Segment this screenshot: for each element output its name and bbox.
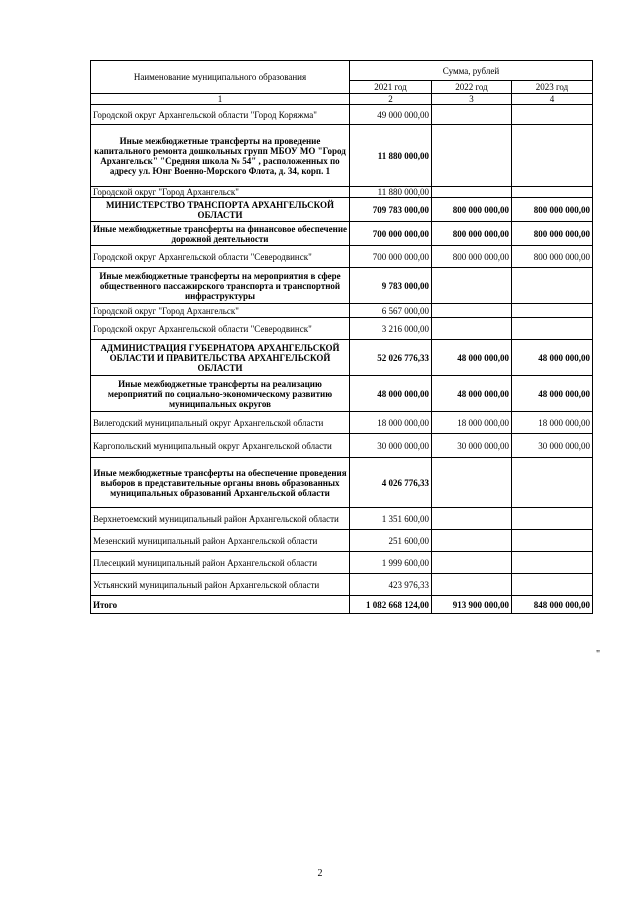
amount-2022: 18 000 000,00 <box>432 412 512 434</box>
subsection-row <box>91 458 593 508</box>
table-row <box>91 574 593 596</box>
total-2023: 848 000 000,00 <box>512 596 593 614</box>
amount-2023 <box>512 552 593 574</box>
column-numbers-row <box>91 94 593 105</box>
amount-2023 <box>512 574 593 596</box>
column-number: 2 <box>350 94 432 105</box>
row-name: Иные межбюджетные трансферты на проведение капитального ремонта дошкольных групп МБОУ МО "Город Архангельск" "Средняя школа № 54" , расположенных по адресу ул. Юнг Военно-Морского Флота, д. 34, корп. 1 <box>91 125 350 187</box>
amount-2022 <box>432 105 512 125</box>
amount-2023 <box>512 105 593 125</box>
row-name: АДМИНИСТРАЦИЯ ГУБЕРНАТОРА АРХАНГЕЛЬСКОЙ ОБЛАСТИ И ПРАВИТЕЛЬСТВА АРХАНГЕЛЬСКОЙ ОБЛАСТИ <box>91 340 350 376</box>
row-name: Верхнетоемский муниципальный район Архангельской области <box>91 508 350 530</box>
section-row <box>91 340 593 376</box>
amount-2021: 52 026 776,33 <box>350 340 432 376</box>
amount-2022: 800 000 000,00 <box>432 198 512 222</box>
amount-2022: 30 000 000,00 <box>432 434 512 458</box>
amount-2023: 800 000 000,00 <box>512 246 593 268</box>
amount-2022 <box>432 530 512 552</box>
amount-2022 <box>432 552 512 574</box>
row-name: Иные межбюджетные трансферты на обеспечение проведения выборов в представительные органы вновь образованных муниципальных образований Архангельской области <box>91 458 350 508</box>
total-row <box>91 596 593 614</box>
row-name: Мезенский муниципальный район Архангельской области <box>91 530 350 552</box>
total-label: Итого <box>91 596 350 614</box>
amount-2023 <box>512 125 593 187</box>
amount-2021: 700 000 000,00 <box>350 246 432 268</box>
amount-2023: 30 000 000,00 <box>512 434 593 458</box>
amount-2021: 3 216 000,00 <box>350 318 432 340</box>
amount-2022: 800 000 000,00 <box>432 246 512 268</box>
total-2022: 913 900 000,00 <box>432 596 512 614</box>
amount-2023 <box>512 508 593 530</box>
amount-2021: 49 000 000,00 <box>350 105 432 125</box>
amount-2021: 18 000 000,00 <box>350 412 432 434</box>
total-2021: 1 082 668 124,00 <box>350 596 432 614</box>
column-number: 3 <box>432 94 512 105</box>
table-row <box>91 318 593 340</box>
year-2023-header: 2023 год <box>512 81 593 94</box>
table-row <box>91 508 593 530</box>
name-column-header: Наименование муниципального образования <box>91 61 350 94</box>
amount-2021: 48 000 000,00 <box>350 376 432 412</box>
year-2021-header: 2021 год <box>350 81 432 94</box>
amount-2021: 700 000 000,00 <box>350 222 432 246</box>
amount-2023: 48 000 000,00 <box>512 376 593 412</box>
row-name: МИНИСТЕРСТВО ТРАНСПОРТА АРХАНГЕЛЬСКОЙ ОБЛАСТИ <box>91 198 350 222</box>
subsection-row <box>91 222 593 246</box>
sum-column-header: Сумма, рублей <box>350 61 593 81</box>
page-number: 2 <box>317 868 323 879</box>
budget-table <box>90 60 593 614</box>
amount-2021: 30 000 000,00 <box>350 434 432 458</box>
amount-2023 <box>512 530 593 552</box>
column-number: 4 <box>512 94 593 105</box>
table-body <box>91 105 593 596</box>
table-row <box>91 412 593 434</box>
year-2022-header: 2022 год <box>432 81 512 94</box>
amount-2023 <box>512 187 593 198</box>
amount-2021: 1 351 600,00 <box>350 508 432 530</box>
row-name: Городской округ "Город Архангельск" <box>91 304 350 318</box>
row-name: Вилегодский муниципальный округ Архангельской области <box>91 412 350 434</box>
row-name: Иные межбюджетные трансферты на финансовое обеспечение дорожной деятельности <box>91 222 350 246</box>
closing-quote: " <box>596 649 601 660</box>
amount-2021: 6 567 000,00 <box>350 304 432 318</box>
table-row <box>91 552 593 574</box>
amount-2022 <box>432 268 512 304</box>
amount-2021: 11 880 000,00 <box>350 187 432 198</box>
amount-2023: 18 000 000,00 <box>512 412 593 434</box>
header-row <box>91 61 593 81</box>
table-row <box>91 187 593 198</box>
section-row <box>91 198 593 222</box>
row-name: Городской округ Архангельской области "Город Коряжма" <box>91 105 350 125</box>
table-row <box>91 530 593 552</box>
amount-2022: 48 000 000,00 <box>432 376 512 412</box>
amount-2022 <box>432 458 512 508</box>
amount-2023 <box>512 268 593 304</box>
amount-2021: 4 026 776,33 <box>350 458 432 508</box>
amount-2023 <box>512 304 593 318</box>
amount-2021: 11 880 000,00 <box>350 125 432 187</box>
row-name: Иные межбюджетные трансферты на мероприятия в сфере общественного пассажирского транспорта и транспортной инфраструктуры <box>91 268 350 304</box>
amount-2021: 423 976,33 <box>350 574 432 596</box>
row-name: Городской округ Архангельской области "Северодвинск" <box>91 246 350 268</box>
amount-2023: 800 000 000,00 <box>512 198 593 222</box>
row-name: Каргопольский муниципальный округ Архангельской области <box>91 434 350 458</box>
table-row <box>91 434 593 458</box>
amount-2023: 48 000 000,00 <box>512 340 593 376</box>
row-name: Плесецкий муниципальный район Архангельской области <box>91 552 350 574</box>
amount-2022 <box>432 304 512 318</box>
subsection-row <box>91 268 593 304</box>
subsection-row <box>91 125 593 187</box>
amount-2021: 251 600,00 <box>350 530 432 552</box>
amount-2021: 709 783 000,00 <box>350 198 432 222</box>
row-name: Иные межбюджетные трансферты на реализацию мероприятий по социально-экономическому развитию муниципальных округов <box>91 376 350 412</box>
table-row <box>91 304 593 318</box>
amount-2022 <box>432 318 512 340</box>
amount-2022 <box>432 187 512 198</box>
subsection-row <box>91 376 593 412</box>
amount-2023: 800 000 000,00 <box>512 222 593 246</box>
table-row <box>91 105 593 125</box>
amount-2022: 800 000 000,00 <box>432 222 512 246</box>
amount-2023 <box>512 458 593 508</box>
amount-2022 <box>432 125 512 187</box>
amount-2022 <box>432 574 512 596</box>
amount-2023 <box>512 318 593 340</box>
row-name: Городской округ "Город Архангельск" <box>91 187 350 198</box>
row-name: Устьянский муниципальный район Архангельской области <box>91 574 350 596</box>
column-number: 1 <box>91 94 350 105</box>
amount-2021: 1 999 600,00 <box>350 552 432 574</box>
amount-2021: 9 783 000,00 <box>350 268 432 304</box>
amount-2022: 48 000 000,00 <box>432 340 512 376</box>
amount-2022 <box>432 508 512 530</box>
table-row <box>91 246 593 268</box>
row-name: Городской округ Архангельской области "Северодвинск" <box>91 318 350 340</box>
